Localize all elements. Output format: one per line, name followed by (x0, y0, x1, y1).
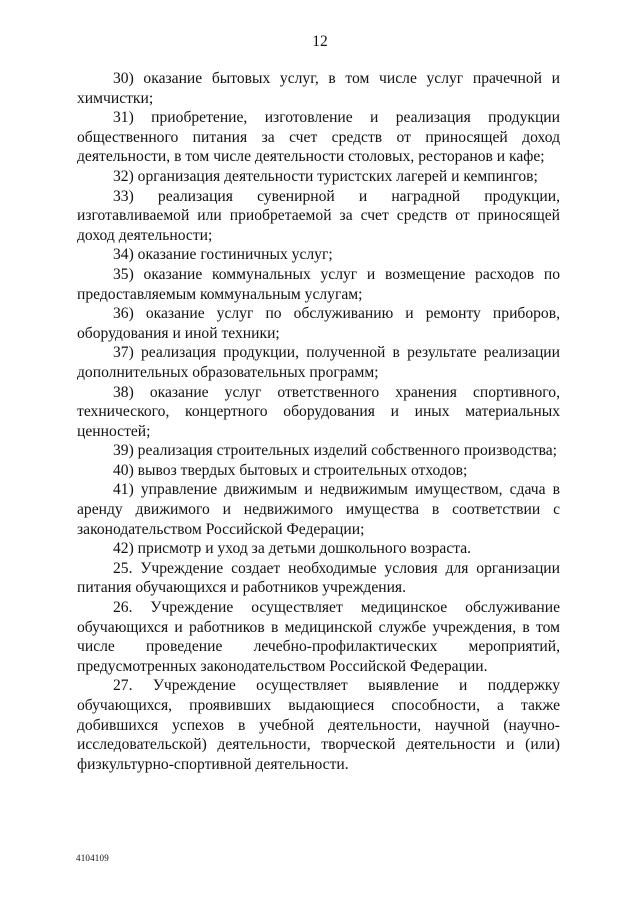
document-code: 4104109 (76, 853, 109, 863)
list-item-32: 32) организация деятельности туристских лагерей и кемпингов; (113, 167, 538, 185)
list-item-36: 36) оказание услуг по обслуживанию и ремонту приборов, оборудования и иной техники; (77, 305, 560, 342)
list-item-35: 35) оказание коммунальных услуг и возмещение расходов по предоставляемым коммунальным услугам; (77, 265, 560, 303)
page-number: 12 (312, 33, 328, 50)
clause-27: 27. Учреждение осуществляет выявление и поддержку обучающихся, проявивших выдающиеся способности, а также добившихся успехов в учебной деятельности, научной (научно-исследовательской) деятельности, творческой деятельности и (или) физкультурно-спортивной деятельности. (77, 677, 560, 773)
list-item-31: 31) приобретение, изготовление и реализация продукции общественного питания за счет средств от приносящей доход деятельности, в том числе деятельности столовых, ресторанов и кафе; (77, 109, 560, 166)
list-item-33: 33) реализация сувенирной и наградной продукции, изготавливаемой или приобретаемой за счет средств от приносящей доход деятельности; (77, 187, 560, 244)
list-item-39: 39) реализация строительных изделий собственного производства; (113, 442, 557, 460)
list-item-40: 40) вывоз твердых бытовых и строительных отходов; (113, 461, 468, 479)
clause-25: 25. Учреждение создает необходимые условия для организации питания обучающихся и работников учреждения. (77, 559, 560, 597)
list-item-38: 38) оказание услуг ответственного хранения спортивного, технического, концертного оборудования и иных материальных ценностей; (77, 383, 560, 440)
document-body (77, 69, 560, 774)
list-item-30: 30) оказание бытовых услуг, в том числе услуг прачечной и химчистки; (77, 70, 560, 107)
list-item-41: 41) управление движимым и недвижимым имуществом, сдача в аренду движимого и недвижимого имущества в соответствии с законодательством Российской Федерации; (77, 481, 560, 538)
list-item-37: 37) реализация продукции, полученной в результате реализации дополнительных образовательных программ; (77, 344, 560, 381)
list-item-42: 42) присмотр и уход за детьми дошкольного возраста. (113, 540, 472, 558)
list-item-34: 34) оказание гостиничных услуг; (113, 246, 333, 264)
clause-26: 26. Учреждение осуществляет медицинское обслуживание обучающихся и работников в медицинской службе учреждения, в том числе проведение лечебно-профилактических мероприятий, предусмотренных законодательством Российской Федерации. (77, 599, 560, 675)
